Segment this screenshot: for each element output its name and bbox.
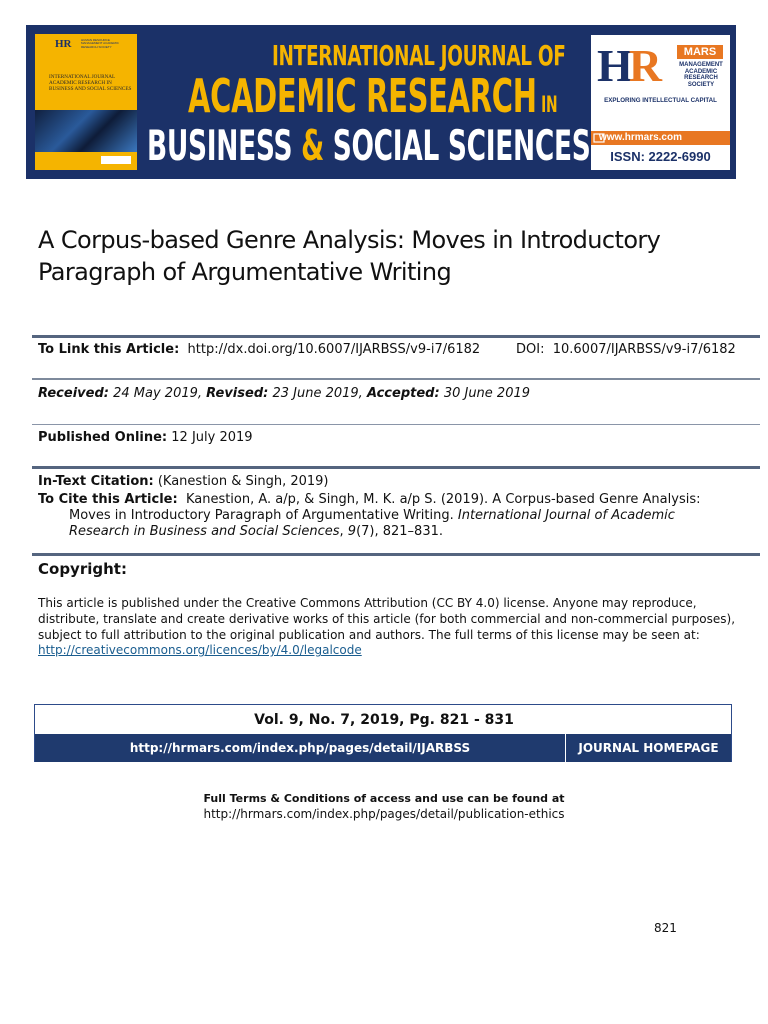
article-link-url[interactable]: http://dx.doi.org/10.6007/IJARBSS/v9-i7/6182: [187, 342, 481, 357]
published-label: Published Online:: [38, 430, 168, 445]
divider: [32, 466, 760, 469]
terms-url[interactable]: http://hrmars.com/index.php/pages/detail/publication-ethics: [203, 807, 565, 821]
cite-volume: 9: [347, 524, 357, 539]
doi-value[interactable]: 10.6007/IJARBSS/v9-i7/6182: [552, 342, 736, 357]
journal-title-line-1: INTERNATIONAL JOURNAL OF: [272, 39, 566, 72]
volume-link-bar: [35, 734, 731, 762]
in-text-citation: [38, 474, 329, 490]
issn-number: ISSN: 2222-6990: [610, 149, 711, 164]
copyright-heading: Copyright:: [38, 560, 127, 578]
volume-box: [34, 704, 732, 762]
hrmars-logo-panel: [591, 35, 730, 170]
published-date: 12 July 2019: [171, 430, 253, 445]
cite-text: Kanestion, A. a/p, & Singh, M. K. a/p S. (2019). A Corpus-based Genre Analysis: Moves in Introductory Paragraph of Argumentative Writing.: [69, 492, 701, 523]
hrmars-tagline: EXPLORING INTELLECTUAL CAPITAL: [604, 97, 717, 104]
revised-date: 23 June 2019: [272, 386, 359, 401]
journal-title-in: IN: [536, 93, 558, 118]
citation-block: To Cite this Article: Kanestion, A. a/p, & Singh, M. K. a/p S. (2019). A Corpus-based Genre Analysis: Moves in Introductory Paragraph of Argumentative Writing. International Journal of Academic Research in Business and Social Sciences, 9(7), 821–831.: [38, 492, 701, 539]
journal-title-social-sciences: SOCIAL SCIENCES: [323, 121, 591, 170]
cover-logo-subtext: HUMAN RESOURCE MANAGEMENT ACADEMIC RESEARCH SOCIETY: [81, 38, 119, 49]
cover-issn-label: [101, 156, 131, 164]
journal-title-line-2: [188, 69, 557, 123]
accepted-date: 30 June 2019: [443, 386, 531, 401]
hrmars-website: www.hrmars.com: [599, 132, 682, 143]
cite-journal: International Journal of Academic Research in Business and Social Sciences: [69, 508, 675, 539]
cite-label: To Cite this Article:: [38, 492, 178, 507]
society-name: MANAGEMENT ACADEMIC RESEARCH SOCIETY: [679, 62, 723, 88]
article-link-label: To Link this Article:: [38, 342, 180, 357]
license-link[interactable]: http://creativecommons.org/licences/by/4.0/legalcode: [38, 643, 362, 658]
cover-logo: [55, 38, 131, 56]
hrmars-logo-h: H: [597, 40, 629, 91]
hrmars-logo: [597, 40, 659, 91]
mars-badge: MARS: [677, 45, 723, 59]
cover-logo-text: HR: [55, 38, 72, 50]
divider: [32, 378, 760, 380]
license-text: [38, 596, 738, 659]
divider: [32, 335, 760, 338]
doi-line: [516, 342, 736, 358]
received-label: Received:: [38, 386, 109, 401]
doi-label: DOI:: [516, 342, 545, 357]
hrmars-logo-r: R: [628, 40, 659, 91]
published-online: [38, 430, 253, 446]
terms-heading: Full Terms & Conditions of access and use can be found at: [203, 792, 565, 805]
divider: [32, 553, 760, 556]
page-number: 821: [654, 921, 677, 935]
in-text-citation-value: (Kanestion & Singh, 2019): [157, 474, 329, 489]
journal-url-link[interactable]: http://hrmars.com/index.php/pages/detail/IJARBSS: [129, 741, 471, 755]
journal-homepage-button[interactable]: JOURNAL HOMEPAGE: [578, 741, 719, 755]
article-dates: Received: 24 May 2019, Revised: 23 June 2019, Accepted: 30 June 2019: [38, 386, 531, 401]
license-body: This article is published under the Creative Commons Attribution (CC BY 4.0) license. Anyone may reproduce, distribute, translate and create derivative works of this article (for both commercial and non-commercial purposes), subject to full attribution to the original publication and authors. The full terms of this license may be seen at:: [38, 596, 736, 642]
article-title: A Corpus-based Genre Analysis: Moves in Introductory Paragraph of Argumentative Writing: [38, 226, 661, 286]
cover-title: INTERNATIONAL JOURNAL ACADEMIC RESEARCH IN BUSINESS AND SOCIAL SCIENCES: [49, 74, 132, 92]
journal-cover-image: [35, 34, 137, 170]
journal-title-business: BUSINESS: [147, 121, 302, 170]
volume-info: Vol. 9, No. 7, 2019, Pg. 821 - 831: [254, 712, 514, 728]
received-date: 24 May 2019: [113, 386, 198, 401]
accepted-label: Accepted:: [366, 386, 440, 401]
journal-title-line-3: [147, 121, 590, 170]
revised-label: Revised:: [206, 386, 269, 401]
in-text-citation-label: In-Text Citation:: [38, 474, 154, 489]
journal-title-academic-research: ACADEMIC RESEARCH: [188, 69, 537, 123]
journal-title-ampersand: &: [301, 121, 324, 170]
cite-issue-pages: (7), 821–831.: [356, 524, 443, 539]
cover-photo: [35, 110, 137, 152]
journal-banner: [26, 25, 736, 179]
divider: [32, 424, 760, 425]
